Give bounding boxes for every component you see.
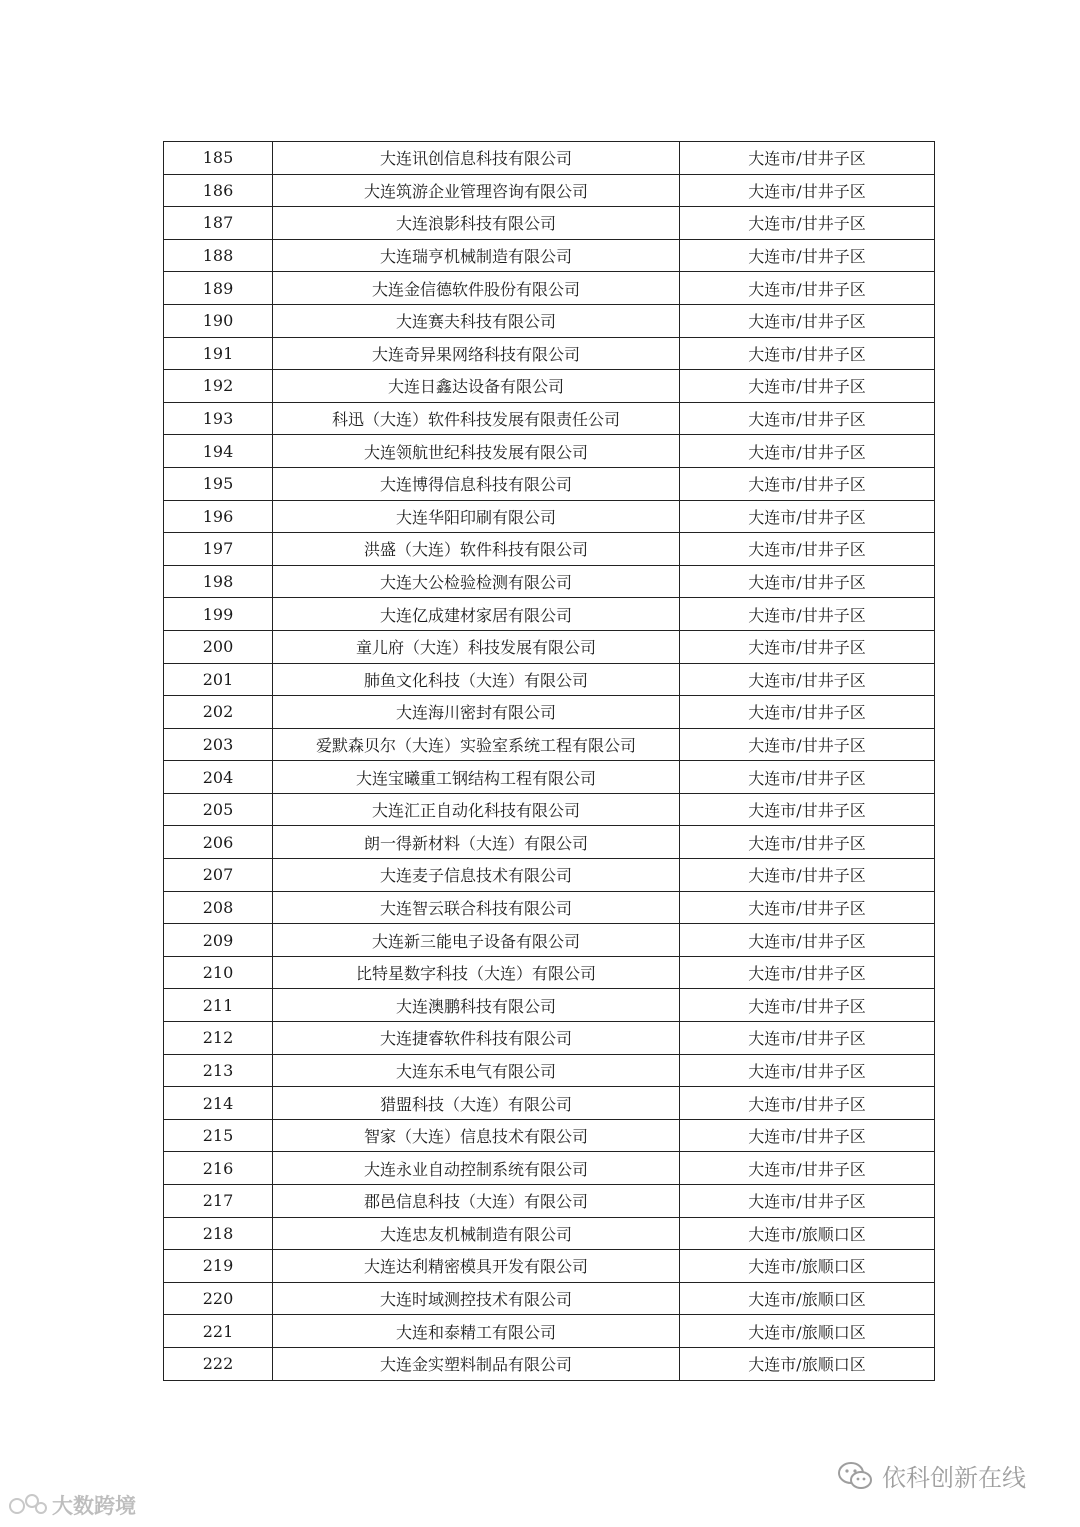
table-row: [164, 500, 935, 533]
table-row: [164, 239, 935, 272]
table-row: [164, 1022, 935, 1055]
company-name: 大连新三能电子设备有限公司: [273, 924, 680, 957]
table-row: [164, 402, 935, 435]
region: 大连市/甘井子区: [680, 533, 935, 566]
company-name: 大连华阳印刷有限公司: [273, 500, 680, 533]
table-row: [164, 1087, 935, 1120]
region: 大连市/甘井子区: [680, 239, 935, 272]
region: 大连市/甘井子区: [680, 891, 935, 924]
table-row: [164, 1250, 935, 1283]
table-row: [164, 663, 935, 696]
region: 大连市/甘井子区: [680, 565, 935, 598]
company-name: 大连汇正自动化科技有限公司: [273, 793, 680, 826]
table-row: [164, 1185, 935, 1218]
company-name: 大连麦子信息技术有限公司: [273, 859, 680, 892]
row-number: 206: [164, 826, 273, 859]
company-name: 大连和泰精工有限公司: [273, 1315, 680, 1348]
row-number: 198: [164, 565, 273, 598]
row-number: 222: [164, 1347, 273, 1380]
row-number: 187: [164, 207, 273, 240]
watermark-right: [836, 1458, 1026, 1493]
region: 大连市/旅顺口区: [680, 1250, 935, 1283]
company-name: 大连忠友机械制造有限公司: [273, 1217, 680, 1250]
table-row: [164, 826, 935, 859]
row-number: 217: [164, 1185, 273, 1218]
company-name: 比特星数字科技（大连）有限公司: [273, 956, 680, 989]
region: 大连市/甘井子区: [680, 630, 935, 663]
row-number: 186: [164, 174, 273, 207]
row-number: 213: [164, 1054, 273, 1087]
company-name: 科迅（大连）软件科技发展有限责任公司: [273, 402, 680, 435]
table-row: [164, 924, 935, 957]
table-row: [164, 272, 935, 305]
table-row: [164, 1282, 935, 1315]
table-row: [164, 207, 935, 240]
company-table-body: [164, 142, 935, 1381]
company-name: 大连日鑫达设备有限公司: [273, 370, 680, 403]
company-name: 大连亿成建材家居有限公司: [273, 598, 680, 631]
company-name: 智家（大连）信息技术有限公司: [273, 1119, 680, 1152]
company-name: 朗一得新材料（大连）有限公司: [273, 826, 680, 859]
region: 大连市/甘井子区: [680, 761, 935, 794]
watermark-right-text: 依科创新在线: [882, 1464, 1026, 1492]
region: 大连市/甘井子区: [680, 435, 935, 468]
company-name: 大连金信德软件股份有限公司: [273, 272, 680, 305]
region: 大连市/甘井子区: [680, 370, 935, 403]
company-name: 大连筑游企业管理咨询有限公司: [273, 174, 680, 207]
region: 大连市/甘井子区: [680, 304, 935, 337]
region: 大连市/甘井子区: [680, 272, 935, 305]
row-number: 221: [164, 1315, 273, 1348]
row-number: 185: [164, 142, 273, 175]
table-row: [164, 1217, 935, 1250]
table-row: [164, 1347, 935, 1380]
table-row: [164, 761, 935, 794]
company-name: 肺鱼文化科技（大连）有限公司: [273, 663, 680, 696]
region: 大连市/甘井子区: [680, 500, 935, 533]
company-name: 大连捷睿软件科技有限公司: [273, 1022, 680, 1055]
wechat-icon: [836, 1460, 874, 1492]
table-row: [164, 1119, 935, 1152]
company-name: 大连时域测控技术有限公司: [273, 1282, 680, 1315]
table-row: [164, 565, 935, 598]
region: 大连市/甘井子区: [680, 337, 935, 370]
company-name: 大连澳鹏科技有限公司: [273, 989, 680, 1022]
region: 大连市/旅顺口区: [680, 1347, 935, 1380]
row-number: 189: [164, 272, 273, 305]
row-number: 194: [164, 435, 273, 468]
table-row: [164, 533, 935, 566]
region: 大连市/甘井子区: [680, 663, 935, 696]
company-name: 大连宝曦重工钢结构工程有限公司: [273, 761, 680, 794]
company-name: 大连赛夫科技有限公司: [273, 304, 680, 337]
region: 大连市/甘井子区: [680, 696, 935, 729]
company-name: 大连金实塑料制品有限公司: [273, 1347, 680, 1380]
table-row: [164, 859, 935, 892]
watermark-left: [8, 1490, 136, 1520]
table-row: [164, 793, 935, 826]
table-row: [164, 1152, 935, 1185]
region: 大连市/甘井子区: [680, 989, 935, 1022]
row-number: 193: [164, 402, 273, 435]
row-number: 195: [164, 467, 273, 500]
table-row: [164, 598, 935, 631]
row-number: 216: [164, 1152, 273, 1185]
region: 大连市/旅顺口区: [680, 1217, 935, 1250]
row-number: 212: [164, 1022, 273, 1055]
row-number: 188: [164, 239, 273, 272]
company-name: 大连瑞亨机械制造有限公司: [273, 239, 680, 272]
table-row: [164, 1054, 935, 1087]
region: 大连市/甘井子区: [680, 826, 935, 859]
company-name: 大连浪影科技有限公司: [273, 207, 680, 240]
region: 大连市/甘井子区: [680, 1087, 935, 1120]
region: 大连市/甘井子区: [680, 859, 935, 892]
table-row: [164, 142, 935, 175]
row-number: 199: [164, 598, 273, 631]
row-number: 196: [164, 500, 273, 533]
row-number: 204: [164, 761, 273, 794]
region: 大连市/甘井子区: [680, 174, 935, 207]
company-list: [163, 141, 935, 1381]
region: 大连市/旅顺口区: [680, 1315, 935, 1348]
company-name: 郡邑信息科技（大连）有限公司: [273, 1185, 680, 1218]
row-number: 200: [164, 630, 273, 663]
region: 大连市/甘井子区: [680, 956, 935, 989]
company-name: 大连海川密封有限公司: [273, 696, 680, 729]
table-row: [164, 435, 935, 468]
row-number: 211: [164, 989, 273, 1022]
table-row: [164, 630, 935, 663]
company-name: 大连东禾电气有限公司: [273, 1054, 680, 1087]
row-number: 190: [164, 304, 273, 337]
table-row: [164, 891, 935, 924]
row-number: 218: [164, 1217, 273, 1250]
row-number: 209: [164, 924, 273, 957]
row-number: 214: [164, 1087, 273, 1120]
company-name: 大连奇异果网络科技有限公司: [273, 337, 680, 370]
company-name: 大连达利精密模具开发有限公司: [273, 1250, 680, 1283]
row-number: 208: [164, 891, 273, 924]
row-number: 203: [164, 728, 273, 761]
region: 大连市/甘井子区: [680, 142, 935, 175]
table-row: [164, 956, 935, 989]
region: 大连市/甘井子区: [680, 467, 935, 500]
table-row: [164, 1315, 935, 1348]
company-name: 大连领航世纪科技发展有限公司: [273, 435, 680, 468]
company-name: 大连永业自动控制系统有限公司: [273, 1152, 680, 1185]
table-row: [164, 696, 935, 729]
region: 大连市/甘井子区: [680, 1185, 935, 1218]
region: 大连市/甘井子区: [680, 402, 935, 435]
company-table: [163, 141, 935, 1381]
region: 大连市/甘井子区: [680, 1054, 935, 1087]
table-row: [164, 467, 935, 500]
company-name: 大连大公检验检测有限公司: [273, 565, 680, 598]
region: 大连市/旅顺口区: [680, 1282, 935, 1315]
row-number: 205: [164, 793, 273, 826]
table-row: [164, 337, 935, 370]
bubble-logo-icon: [8, 1492, 48, 1518]
region: 大连市/甘井子区: [680, 1119, 935, 1152]
company-name: 爱默森贝尔（大连）实验室系统工程有限公司: [273, 728, 680, 761]
region: 大连市/甘井子区: [680, 598, 935, 631]
table-row: [164, 304, 935, 337]
region: 大连市/甘井子区: [680, 793, 935, 826]
region: 大连市/甘井子区: [680, 728, 935, 761]
table-row: [164, 370, 935, 403]
row-number: 207: [164, 859, 273, 892]
company-name: 大连讯创信息科技有限公司: [273, 142, 680, 175]
row-number: 191: [164, 337, 273, 370]
company-name: 童儿府（大连）科技发展有限公司: [273, 630, 680, 663]
row-number: 197: [164, 533, 273, 566]
table-row: [164, 174, 935, 207]
row-number: 219: [164, 1250, 273, 1283]
region: 大连市/甘井子区: [680, 207, 935, 240]
row-number: 210: [164, 956, 273, 989]
watermark-left-text: 大数跨境: [52, 1494, 136, 1518]
company-name: 大连智云联合科技有限公司: [273, 891, 680, 924]
company-name: 洪盛（大连）软件科技有限公司: [273, 533, 680, 566]
company-name: 猎盟科技（大连）有限公司: [273, 1087, 680, 1120]
region: 大连市/甘井子区: [680, 924, 935, 957]
table-row: [164, 989, 935, 1022]
region: 大连市/甘井子区: [680, 1022, 935, 1055]
row-number: 215: [164, 1119, 273, 1152]
row-number: 220: [164, 1282, 273, 1315]
row-number: 201: [164, 663, 273, 696]
company-name: 大连博得信息科技有限公司: [273, 467, 680, 500]
row-number: 192: [164, 370, 273, 403]
region: 大连市/甘井子区: [680, 1152, 935, 1185]
row-number: 202: [164, 696, 273, 729]
table-row: [164, 728, 935, 761]
